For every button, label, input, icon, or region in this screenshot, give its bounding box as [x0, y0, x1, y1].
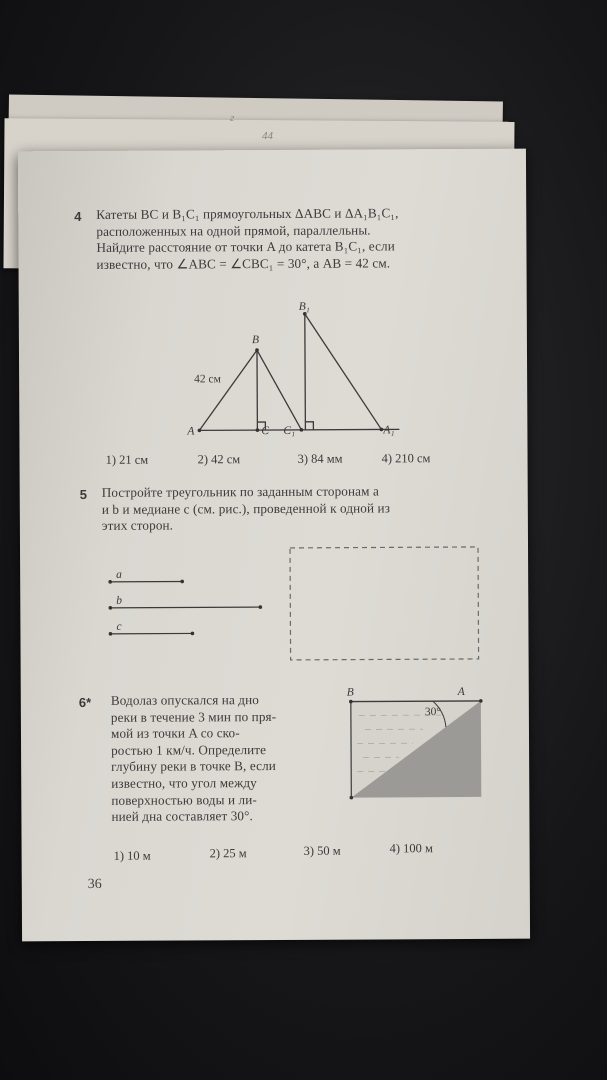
- bleed-text-b: 44: [262, 130, 273, 142]
- bleed-text-a: г: [230, 112, 235, 124]
- problem-4-line: Катеты BC и B₁C₁ прямоугольных ΔABC и ΔA₁B₁C₁,: [96, 205, 399, 222]
- problem-6-line: глубину реки в точке B, если: [111, 758, 276, 775]
- label-c1: C₁: [283, 424, 296, 437]
- label-b: B: [251, 334, 259, 347]
- problem-5-line: этих сторон.: [101, 517, 174, 534]
- problem-6-figure: [18, 149, 530, 942]
- problem-5-line: Постройте треугольник по заданным сторонам a: [101, 483, 379, 500]
- problem-4-option-4: 4) 210 см: [381, 451, 431, 466]
- problem-6-option-2: 2) 25 м: [209, 846, 247, 861]
- problem-5-number: 5: [79, 486, 88, 503]
- problem-6-line: нией дна составляет 30°.: [111, 808, 253, 825]
- label-a-point: A: [457, 686, 465, 699]
- segment-a-label: a: [116, 568, 122, 581]
- depth-line: [351, 702, 352, 798]
- label-a1: A₁: [383, 424, 395, 437]
- label-c: C: [261, 425, 270, 438]
- workbook-page: [18, 149, 530, 942]
- label-b-point: B: [346, 686, 354, 699]
- problem-4-number: 4: [74, 209, 82, 225]
- segment-c-label: c: [116, 620, 122, 633]
- page-number: 36: [87, 876, 102, 892]
- problem-6-line: ростью 1 км/ч. Определите: [111, 741, 267, 758]
- problem-6-line: известно, что угол между: [111, 775, 257, 791]
- problem-6-line: поверхностью воды и ли-: [111, 791, 257, 808]
- problem-4-option-3: 3) 84 мм: [297, 451, 343, 466]
- problem-4-line: расположенных на одной прямой, параллельны.: [96, 222, 371, 239]
- problem-6-line: мой из точки A со ско-: [110, 725, 240, 742]
- problem-6-option-3: 3) 50 м: [303, 843, 341, 858]
- problem-6-option-4: 4) 100 м: [389, 841, 433, 856]
- water-surface-line: [351, 701, 481, 702]
- problem-4-line: Найдите расстояние от точки A до катета B₁C₁, если: [96, 238, 395, 256]
- problem-4-option-1: 1) 21 см: [105, 452, 149, 467]
- problem-6-line: реки в течение 3 мин по пря-: [110, 708, 277, 725]
- problem-6-line: Водолаз опускался на дно: [110, 692, 259, 708]
- problem-6-option-1: 1) 10 м: [113, 848, 151, 863]
- label-a: A: [187, 425, 195, 438]
- problem-4-option-2: 2) 42 см: [197, 452, 241, 467]
- segment-b-label: b: [116, 594, 123, 607]
- side-length-label: 42 см: [194, 373, 221, 386]
- angle-label: 30°: [424, 706, 442, 719]
- problem-5-line: и b и медиане c (см. рис.), проведенной к одной из: [101, 499, 391, 517]
- problem-6-number: 6*: [78, 694, 92, 711]
- label-b1: B₁: [298, 300, 310, 313]
- problem-4-line: известно, что ∠ABC = ∠CBC₁ = 30°, а AB = 42 см.: [96, 255, 391, 272]
